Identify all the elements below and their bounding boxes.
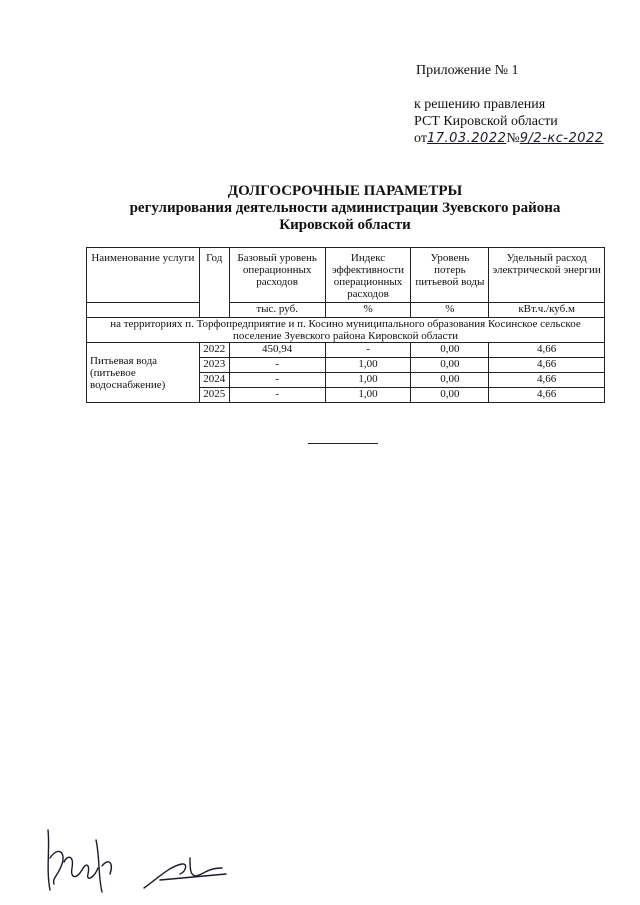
signature-stroke-3 — [96, 840, 111, 892]
cell-losses: 0,00 — [411, 358, 489, 373]
unit-base: тыс. руб. — [229, 303, 325, 318]
appendix-label: Приложение № 1 — [416, 63, 519, 78]
title-line-1: ДОЛГОСРОЧНЫЕ ПАРАМЕТРЫ — [227, 183, 463, 199]
decision-line-1: к решению правления — [414, 97, 546, 112]
unit-losses: % — [411, 303, 489, 318]
cell-index: 1,00 — [325, 373, 411, 388]
cell-base: - — [229, 388, 325, 403]
header-year: Год — [199, 248, 229, 318]
decision-line-3 — [414, 130, 604, 147]
cell-base: 450,94 — [229, 343, 325, 358]
handwritten-signature — [40, 818, 240, 898]
signature-stroke-2 — [64, 857, 98, 878]
service-name: Питьевая вода (питьевое водоснабжение) — [87, 343, 200, 403]
cell-year: 2024 — [199, 373, 229, 388]
territory-text: на территориях п. Торфопредприятие и п. Косино муниципального образования Косинское сельское поселение Зуевского района Кировской области — [87, 318, 605, 343]
cell-base: - — [229, 373, 325, 388]
cell-year: 2022 — [199, 343, 229, 358]
cell-losses: 0,00 — [411, 343, 489, 358]
cell-losses: 0,00 — [411, 388, 489, 403]
units-empty — [87, 303, 200, 318]
title-line-3: Кировской области — [279, 217, 411, 233]
decision-number-label: № — [506, 131, 520, 146]
header-energy-consumption: Удельный расход электрической энергии — [489, 248, 605, 303]
unit-energy: кВт.ч./куб.м — [489, 303, 605, 318]
cell-year: 2023 — [199, 358, 229, 373]
decision-number: 9/2-кс-2022 — [519, 131, 604, 146]
territory-row — [87, 318, 605, 343]
document-title — [0, 183, 640, 234]
header-water-losses: Уровень потерь питьевой воды — [411, 248, 489, 303]
cell-index: 1,00 — [325, 388, 411, 403]
title-line-2: регулирования деятельности администрации Зуевского района — [129, 200, 561, 216]
signature-stroke-4 — [144, 858, 222, 888]
header-efficiency-index: Индекс эффективности операционных расходов — [325, 248, 411, 303]
parameters-table — [86, 247, 605, 403]
table-header-row — [87, 248, 605, 303]
unit-index: % — [325, 303, 411, 318]
cell-energy: 4,66 — [489, 343, 605, 358]
closing-divider — [308, 443, 378, 444]
signature-stroke-1 — [48, 830, 63, 890]
cell-index: - — [325, 343, 411, 358]
decision-prefix: от — [414, 131, 427, 146]
decision-block — [414, 96, 604, 147]
table-units-row — [87, 303, 605, 318]
header-service: Наименование услуги — [87, 248, 200, 303]
decision-line-2: РСТ Кировской области — [414, 114, 558, 129]
cell-index: 1,00 — [325, 358, 411, 373]
cell-year: 2025 — [199, 388, 229, 403]
cell-energy: 4,66 — [489, 358, 605, 373]
table-row — [87, 343, 605, 358]
cell-energy: 4,66 — [489, 388, 605, 403]
cell-energy: 4,66 — [489, 373, 605, 388]
decision-date: 17.03.2022 — [426, 131, 507, 146]
cell-base: - — [229, 358, 325, 373]
header-base-level: Базовый уровень операционных расходов — [229, 248, 325, 303]
cell-losses: 0,00 — [411, 373, 489, 388]
